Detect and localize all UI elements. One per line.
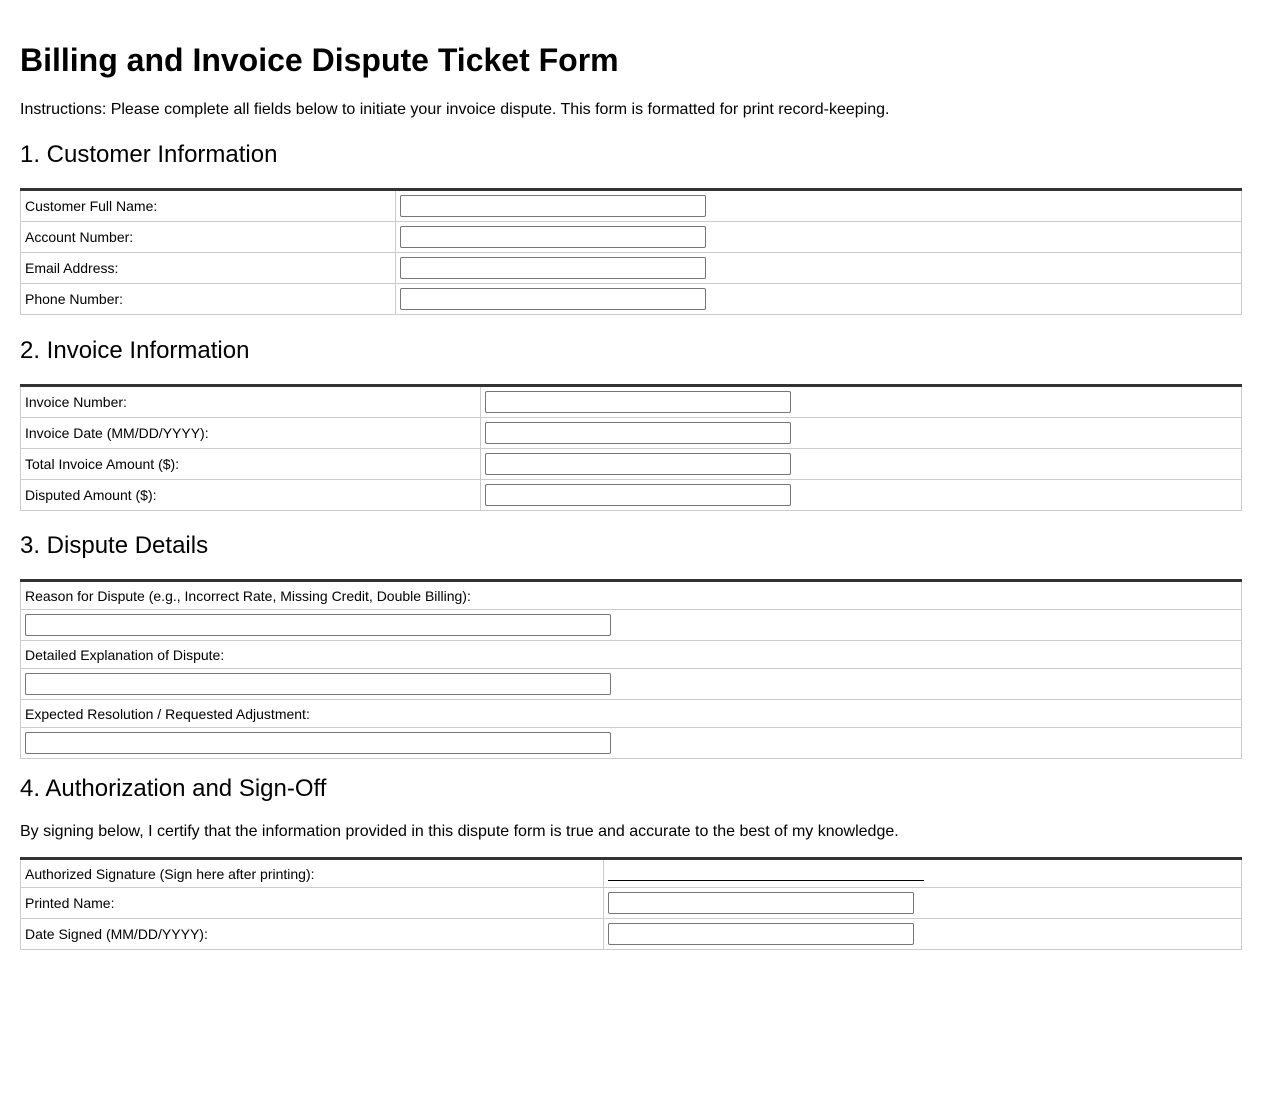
form-row [21, 386, 1242, 418]
invoice-number-input[interactable] [485, 391, 791, 413]
instructions-text: Instructions: Please complete all fields below to initiate your invoice dispute. This form is formatted for print record-keeping. [20, 101, 890, 118]
invoice-date-cell [481, 418, 1242, 449]
form-row [21, 641, 1242, 669]
customer-name-input[interactable] [400, 195, 706, 217]
total-amount-input[interactable] [485, 453, 791, 475]
section-title-invoice: 2. Invoice Information [20, 337, 250, 364]
invoice-number-label: Invoice Number: [21, 386, 481, 418]
invoice-date-label: Invoice Date (MM/DD/YYYY): [21, 418, 481, 449]
dispute-reason-cell [21, 610, 1242, 641]
phone-number-input[interactable] [400, 288, 706, 310]
date-signed-label: Date Signed (MM/DD/YYYY): [21, 919, 604, 950]
invoice-info-table [20, 384, 1242, 511]
expected-resolution-input[interactable] [25, 732, 611, 754]
page-title: Billing and Invoice Dispute Ticket Form [20, 42, 619, 78]
customer-info-table [20, 188, 1242, 315]
disputed-amount-input[interactable] [485, 484, 791, 506]
expected-resolution-cell [21, 728, 1242, 759]
form-row [21, 700, 1242, 728]
detailed-explanation-label: Detailed Explanation of Dispute: [21, 641, 1242, 669]
form-row [21, 253, 1242, 284]
form-row [21, 222, 1242, 253]
disputed-amount-cell [481, 480, 1242, 511]
certification-statement: By signing below, I certify that the information provided in this dispute form is true and accurate to the best of my knowledge. [20, 823, 899, 840]
total-amount-cell [481, 449, 1242, 480]
total-amount-label: Total Invoice Amount ($): [21, 449, 481, 480]
detailed-explanation-cell [21, 669, 1242, 700]
form-row [21, 480, 1242, 511]
phone-number-cell [396, 284, 1242, 315]
section-title-customer: 1. Customer Information [20, 141, 278, 168]
section-title-authorization: 4. Authorization and Sign-Off [20, 775, 327, 802]
signature-cell [604, 859, 1242, 888]
authorization-table [20, 857, 1242, 950]
detailed-explanation-input[interactable] [25, 673, 611, 695]
date-signed-cell [604, 919, 1242, 950]
printed-name-input[interactable] [608, 892, 914, 914]
form-row [21, 610, 1242, 641]
form-row [21, 284, 1242, 315]
dispute-reason-label: Reason for Dispute (e.g., Incorrect Rate, Missing Credit, Double Billing): [21, 581, 1242, 610]
form-row [21, 449, 1242, 480]
customer-name-cell [396, 190, 1242, 222]
form-row [21, 190, 1242, 222]
form-row [21, 669, 1242, 700]
form-row [21, 919, 1242, 950]
signature-line [608, 866, 924, 881]
account-number-input[interactable] [400, 226, 706, 248]
account-number-cell [396, 222, 1242, 253]
printed-name-cell [604, 888, 1242, 919]
form-row [21, 888, 1242, 919]
disputed-amount-label: Disputed Amount ($): [21, 480, 481, 511]
form-row [21, 418, 1242, 449]
form-row [21, 728, 1242, 759]
invoice-number-cell [481, 386, 1242, 418]
date-signed-input[interactable] [608, 923, 914, 945]
email-address-cell [396, 253, 1242, 284]
dispute-reason-input[interactable] [25, 614, 611, 636]
expected-resolution-label: Expected Resolution / Requested Adjustment: [21, 700, 1242, 728]
email-address-input[interactable] [400, 257, 706, 279]
invoice-date-input[interactable] [485, 422, 791, 444]
account-number-label: Account Number: [21, 222, 396, 253]
signature-label: Authorized Signature (Sign here after printing): [21, 859, 604, 888]
email-address-label: Email Address: [21, 253, 396, 284]
printed-name-label: Printed Name: [21, 888, 604, 919]
dispute-details-table [20, 579, 1242, 759]
phone-number-label: Phone Number: [21, 284, 396, 315]
form-row [21, 859, 1242, 888]
form-row [21, 581, 1242, 610]
customer-name-label: Customer Full Name: [21, 190, 396, 222]
section-title-dispute: 3. Dispute Details [20, 532, 209, 559]
